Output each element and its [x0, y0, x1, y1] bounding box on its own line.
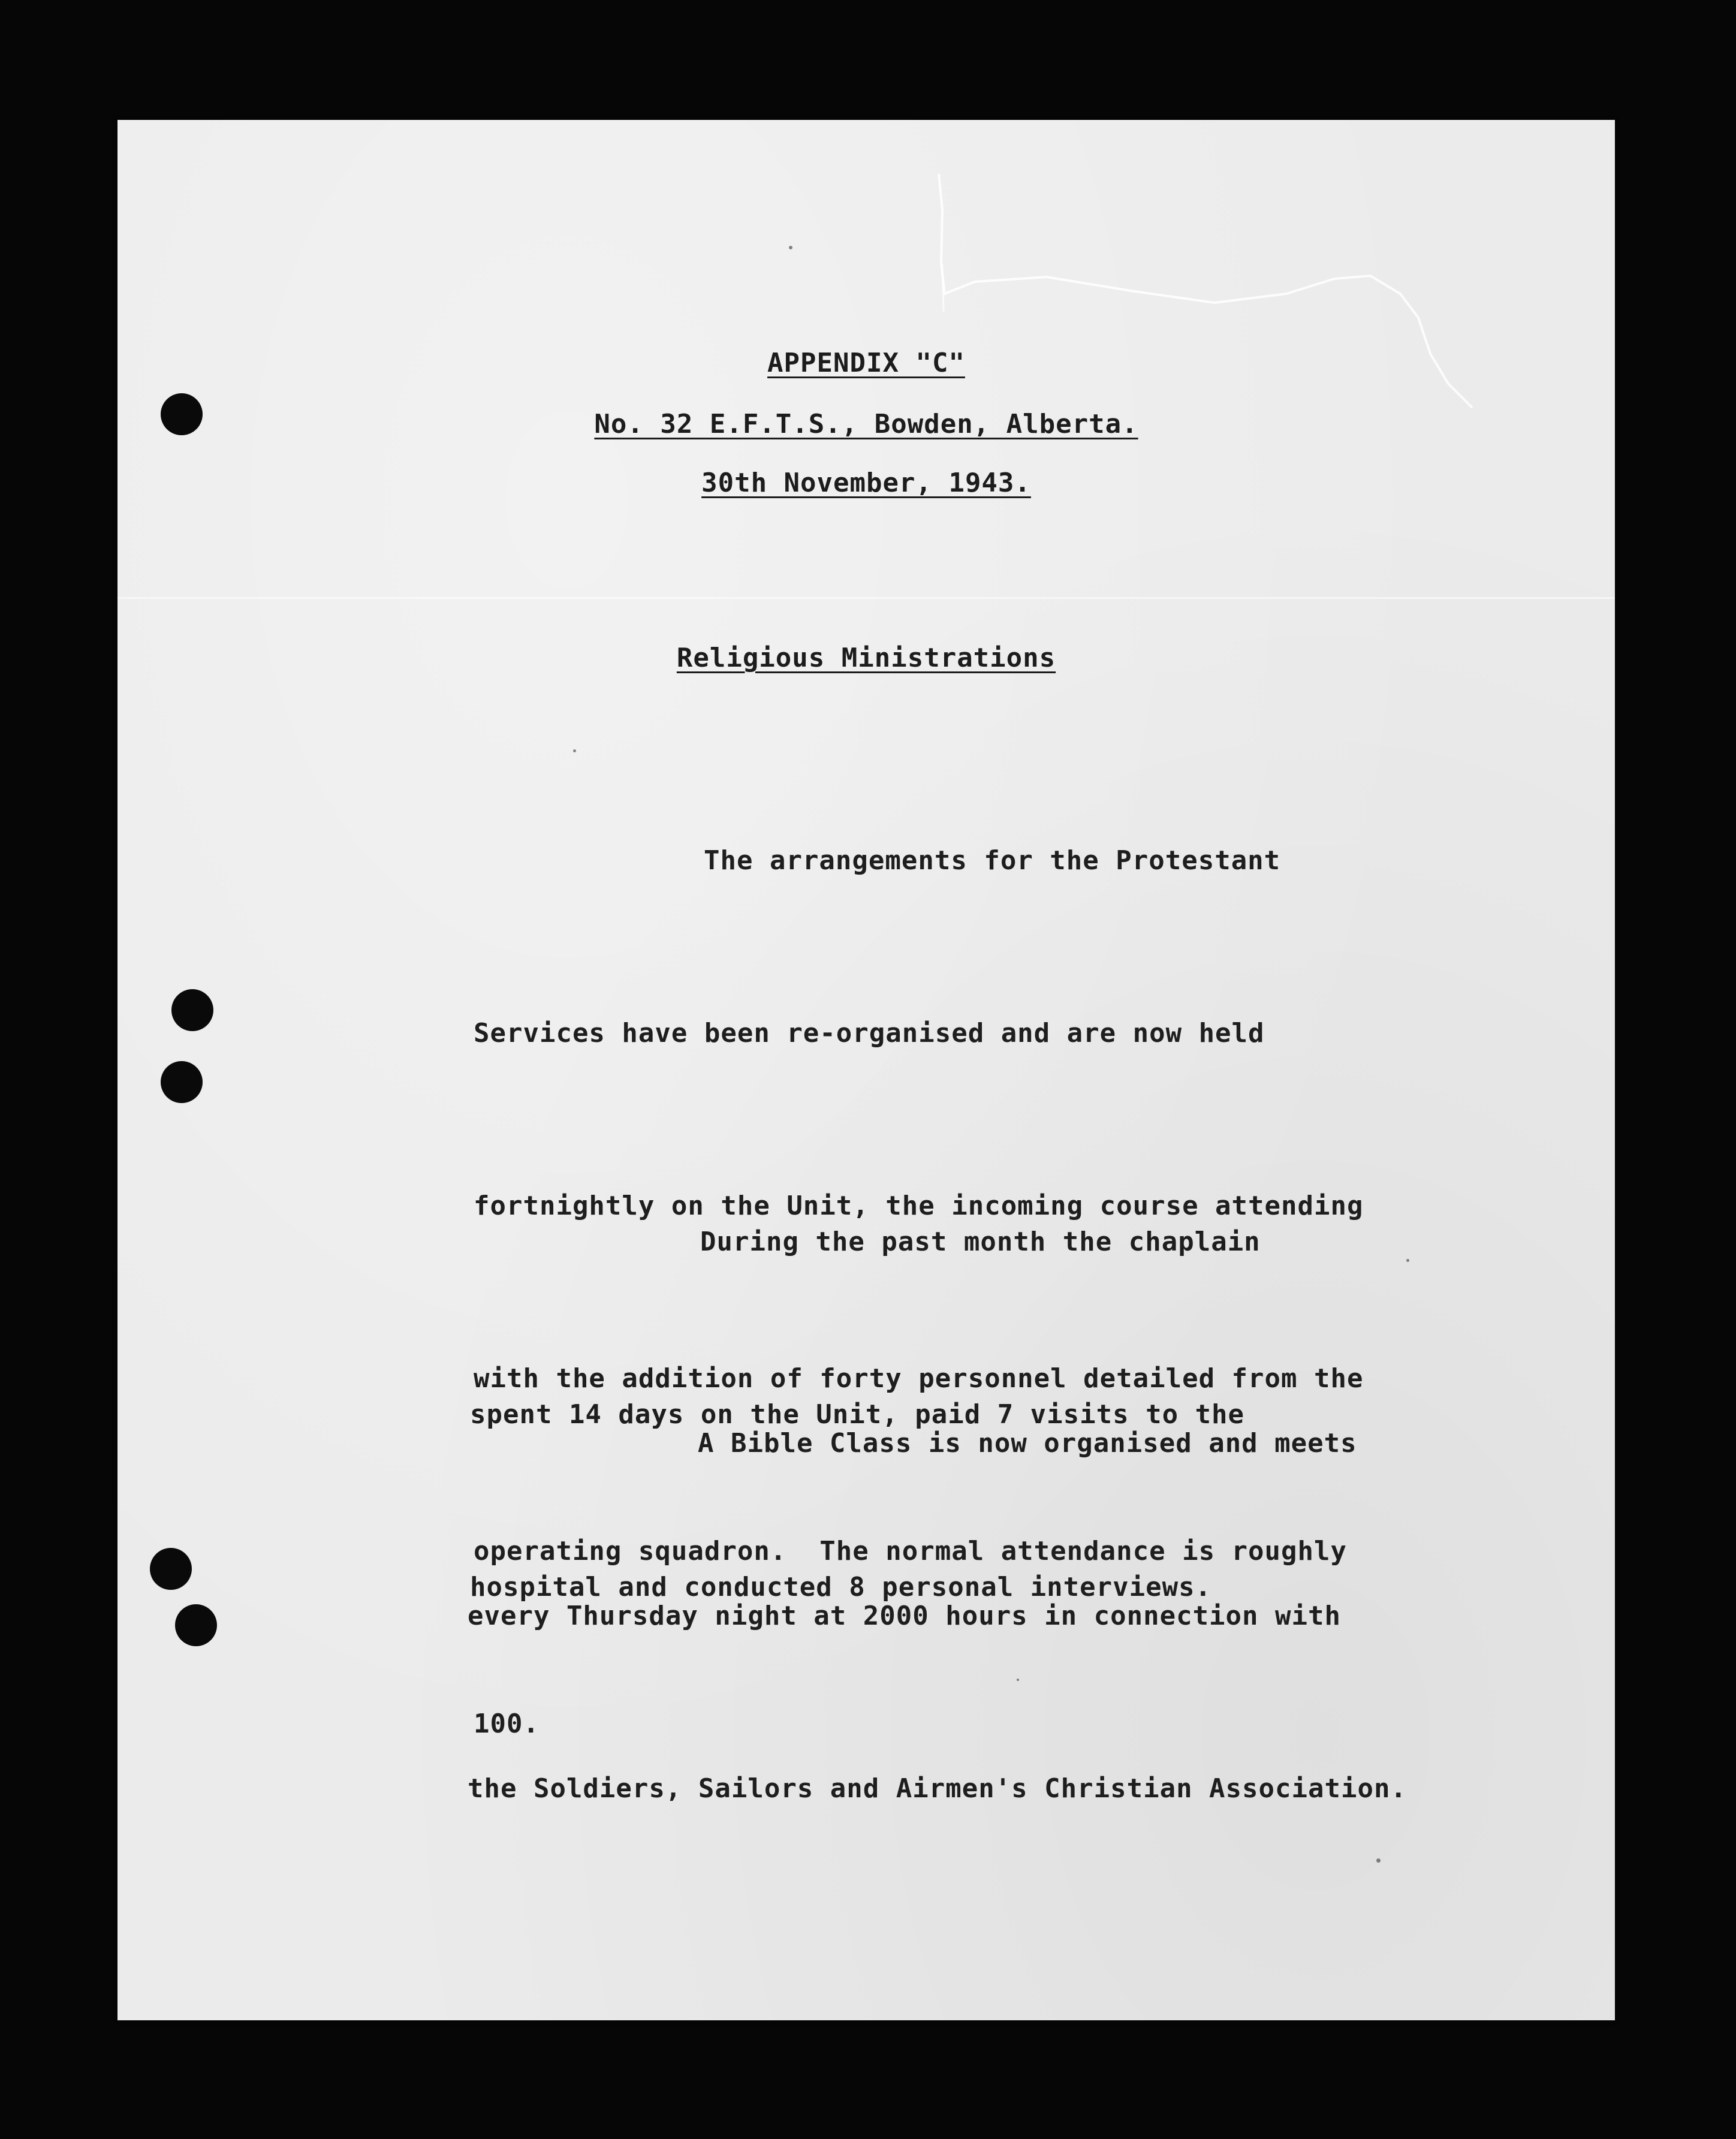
- film-scratch-mark: [795, 174, 1562, 426]
- paper-speck: [789, 246, 792, 249]
- unit-location-line: No. 32 E.F.T.S., Bowden, Alberta.: [594, 409, 1138, 439]
- paragraph-line: Services have been re-organised and are now held: [474, 1018, 1265, 1049]
- paragraph-line: operating squadron. The normal attendance is roughly: [474, 1536, 1347, 1566]
- appendix-title: APPENDIX "C": [767, 348, 965, 378]
- paper-speck: [573, 749, 576, 752]
- punch-hole: [161, 1061, 203, 1103]
- paper-speck: [1376, 1858, 1381, 1863]
- paragraph-line: with the addition of forty personnel detailed from the: [474, 1363, 1364, 1394]
- section-heading: Religious Ministrations: [676, 643, 1056, 673]
- document-page: [117, 120, 1615, 2020]
- paragraph-line: 100.: [474, 1709, 540, 1739]
- paragraph-line: A Bible Class is now organised and meets: [698, 1428, 1357, 1459]
- paragraph-line: the Soldiers, Sailors and Airmen's Christian Association.: [468, 1773, 1407, 1804]
- paragraph-line: The arrangements for the Protestant: [704, 845, 1281, 876]
- punch-hole: [175, 1604, 217, 1646]
- punch-hole: [171, 989, 213, 1031]
- paragraph-line: hospital and conducted 8 personal interviews.: [470, 1572, 1212, 1602]
- date-line: 30th November, 1943.: [701, 468, 1031, 498]
- paragraph-line: spent 14 days on the Unit, paid 7 visits to the: [470, 1399, 1245, 1430]
- paragraph-line: every Thursday night at 2000 hours in connection with: [468, 1601, 1341, 1631]
- fold-line: [117, 597, 1615, 599]
- paper-speck: [1406, 1259, 1409, 1262]
- punch-hole: [161, 393, 203, 435]
- punch-hole: [150, 1548, 192, 1590]
- paragraph-line: fortnightly on the Unit, the incoming course attending: [474, 1191, 1364, 1221]
- paragraph-line: During the past month the chaplain: [700, 1227, 1261, 1257]
- paragraph-bible-class: [468, 1300, 1407, 1933]
- paper-speck: [1017, 1679, 1019, 1681]
